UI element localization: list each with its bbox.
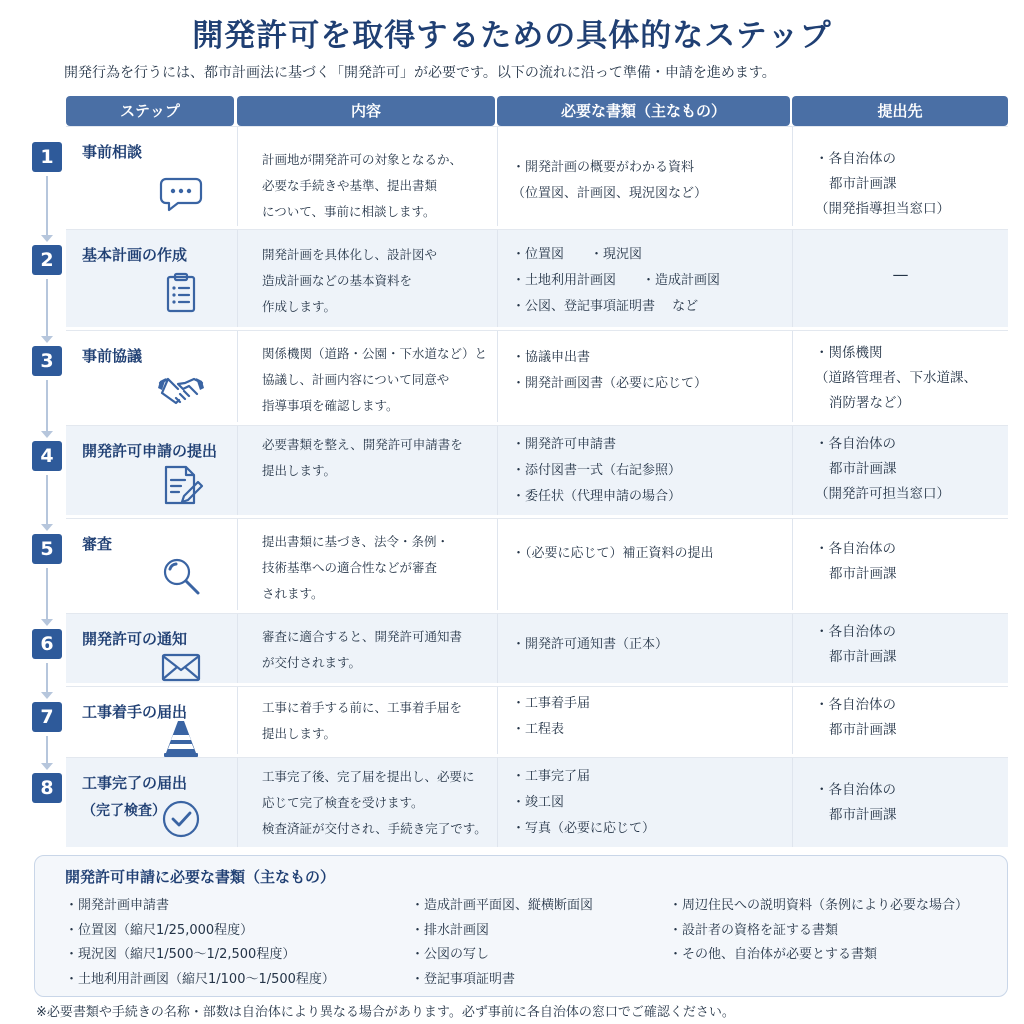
docs-column-3 <box>669 894 968 968</box>
destination-text: ・各自治体の 都市計画課 <box>815 624 897 665</box>
step-name: 事前協議 <box>82 347 143 365</box>
step-name: 審査 <box>82 535 113 553</box>
check-circle-icon <box>158 796 204 842</box>
destination-text: ・各自治体の 都市計画課 （開発許可担当窓口） <box>815 436 950 502</box>
step-name: 開発許可の通知 <box>82 630 188 648</box>
list-item: ・現況図（縮尺1/500〜1/2,500程度） <box>65 947 296 962</box>
step-description: 必要書類を整え、開発許可申請書を 提出します。 <box>262 437 463 478</box>
step-number: 5 <box>32 534 62 564</box>
list-item: ・工程表 <box>512 722 565 737</box>
flow-arrow-head <box>41 763 53 770</box>
required-documents-box <box>34 855 1008 997</box>
docs-column-2 <box>411 894 593 992</box>
list-item: ・その他、自治体が必要とする書類 <box>669 947 878 962</box>
step-description: 関係機関（道路・公園・下水道など）と 協議し、計画内容について同意や 指導事項を確認します。 <box>262 346 488 413</box>
flow-arrow-head <box>41 692 53 699</box>
flow-arrow-line <box>46 380 48 433</box>
flow-arrow-head <box>41 619 53 626</box>
documents-cell <box>497 614 790 683</box>
page-title: 開発許可を取得するための具体的なステップ <box>192 18 832 54</box>
documents-cell <box>497 331 790 422</box>
list-item: ・造成計画平面図、縦横断面図 <box>411 898 594 913</box>
destination-cell <box>792 230 1008 327</box>
content-cell <box>237 687 495 754</box>
content-cell <box>237 331 495 422</box>
destination-text: ・関係機関 （道路管理者、下水道課、 消防署など） <box>815 345 977 411</box>
step-description: 提出書類に基づき、法令・条例・ 技術基準への適合性などが審査 されます。 <box>262 534 450 601</box>
docs-column-1 <box>65 894 335 992</box>
envelope-icon <box>158 644 204 690</box>
step-row <box>66 229 1008 327</box>
destination-cell <box>792 331 1008 422</box>
step-row <box>66 126 1008 226</box>
header-step: ステップ <box>66 96 234 126</box>
chat-bubble-icon <box>158 169 204 215</box>
step-cell <box>66 687 234 754</box>
footnote: ※必要書類や手続きの名称・部数は自治体により異なる場合があります。必ず事前に各自治体の窓口でご確認ください。 <box>36 1005 735 1020</box>
list-item: ・公図の写し <box>411 947 490 962</box>
destination-cell <box>792 687 1008 754</box>
list-item: ・委任状（代理申請の場合） <box>512 489 682 504</box>
header-destination: 提出先 <box>792 96 1008 126</box>
destination-cell <box>792 614 1008 683</box>
destination-text: ・各自治体の 都市計画課 <box>815 782 897 823</box>
step-cell <box>66 519 234 610</box>
documents-list <box>512 242 784 320</box>
flow-arrow-head <box>41 431 53 438</box>
step-description: 工事に着手する前に、工事着手届を 提出します。 <box>262 700 463 741</box>
step-cell <box>66 426 234 515</box>
documents-list <box>512 155 784 207</box>
step-name: 工事完了の届出 <box>82 774 188 792</box>
step-row <box>66 686 1008 754</box>
documents-cell <box>497 758 790 847</box>
documents-list <box>512 541 784 567</box>
flow-arrow-line <box>46 663 48 694</box>
documents-cell <box>497 426 790 515</box>
step-number: 3 <box>32 346 62 376</box>
list-item: （位置図、計画図、現況図など） <box>512 186 708 201</box>
handshake-icon <box>158 365 204 411</box>
list-item: ・協議申出書 <box>512 350 591 365</box>
content-cell <box>237 758 495 847</box>
list-item: ・土地利用計画図 ・造成計画図 <box>512 273 721 288</box>
clipboard-icon <box>158 270 204 316</box>
intro-text: 開発行為を行うには、都市計画法に基づく「開発許可」が必要です。以下の流れに沿って準備・申請を進めます。 <box>64 65 776 81</box>
step-row <box>66 518 1008 610</box>
no-destination: — <box>892 265 909 284</box>
step-name: 開発許可申請の提出 <box>82 442 218 460</box>
step-number: 2 <box>32 245 62 275</box>
step-cell <box>66 331 234 422</box>
flow-arrow-line <box>46 736 48 765</box>
step-number: 4 <box>32 441 62 471</box>
list-item: ・周辺住民への説明資料（条例により必要な場合） <box>669 898 969 913</box>
destination-text: ・各自治体の 都市計画課 <box>815 541 897 582</box>
documents-list <box>512 432 784 510</box>
list-item: ・位置図 ・現況図 <box>512 247 643 262</box>
documents-list <box>512 632 784 658</box>
step-description: 計画地が開発許可の対象となるか、 必要な手続きや基準、提出書類 について、事前に相談します。 <box>262 152 463 219</box>
list-item: ・設計者の資格を証する書類 <box>669 922 839 938</box>
documents-list <box>512 764 784 842</box>
step-cell <box>66 758 234 847</box>
flow-arrow-head <box>41 336 53 343</box>
step-row <box>66 425 1008 515</box>
destination-text: ・各自治体の 都市計画課 （開発指導担当窓口） <box>815 151 950 217</box>
flow-arrow-head <box>41 235 53 242</box>
step-cell <box>66 230 234 327</box>
step-name: 基本計画の作成 <box>82 246 188 264</box>
destination-cell <box>792 519 1008 610</box>
step-subtitle: （完了検査） <box>82 803 166 819</box>
step-name: 工事着手の届出 <box>82 703 188 721</box>
step-row <box>66 330 1008 422</box>
docs-box-title: 開発許可申請に必要な書類（主なもの） <box>65 868 336 886</box>
step-row <box>66 613 1008 683</box>
list-item: ・公図、登記事項証明書 など <box>512 299 699 314</box>
flow-arrow-line <box>46 475 48 526</box>
documents-cell <box>497 687 790 754</box>
step-name: 事前相談 <box>82 143 143 161</box>
list-item: ・工事着手届 <box>512 696 591 711</box>
content-cell <box>237 230 495 327</box>
list-item: ・開発計画申請書 <box>65 898 170 913</box>
step-number: 6 <box>32 629 62 659</box>
document-pen-icon <box>158 462 204 508</box>
flow-arrow-line <box>46 176 48 237</box>
traffic-cone-icon <box>158 715 204 761</box>
documents-cell <box>497 127 790 226</box>
destination-cell <box>792 127 1008 226</box>
flow-arrow-line <box>46 568 48 621</box>
documents-list <box>512 691 784 743</box>
list-item: ・土地利用計画図（縮尺1/100〜1/500程度） <box>65 971 335 987</box>
list-item: ・添付図書一式（右記参照） <box>512 463 682 478</box>
content-cell <box>237 614 495 683</box>
list-item: ・（必要に応じて）補正資料の提出 <box>512 546 714 561</box>
flow-arrow-head <box>41 524 53 531</box>
list-item: ・写真（必要に応じて） <box>512 821 656 836</box>
list-item: ・開発許可通知書（正本） <box>512 637 669 652</box>
step-number: 1 <box>32 142 62 172</box>
step-number: 7 <box>32 702 62 732</box>
list-item: ・排水計画図 <box>411 922 490 938</box>
list-item: ・登記事項証明書 <box>411 971 516 987</box>
content-cell <box>237 127 495 226</box>
documents-list <box>512 345 784 397</box>
destination-cell <box>792 426 1008 515</box>
step-description: 審査に適合すると、開発許可通知書 が交付されます。 <box>262 629 463 670</box>
content-cell <box>237 519 495 610</box>
step-number: 8 <box>32 773 62 803</box>
list-item: ・開発計画の概要がわかる資料 <box>512 160 695 175</box>
magnifier-icon <box>158 553 204 599</box>
step-description: 工事完了後、完了届を提出し、必要に 応じて完了検査を受けます。 検査済証が交付され、手続き完了です。 <box>262 769 487 836</box>
step-row <box>66 757 1008 847</box>
step-cell <box>66 127 234 226</box>
destination-cell <box>792 758 1008 847</box>
header-documents: 必要な書類（主なもの） <box>497 96 790 126</box>
list-item: ・竣工図 <box>512 795 565 810</box>
header-content: 内容 <box>237 96 495 126</box>
step-cell <box>66 614 234 683</box>
content-cell <box>237 426 495 515</box>
list-item: ・開発許可申請書 <box>512 437 617 452</box>
documents-cell <box>497 519 790 610</box>
list-item: ・位置図（縮尺1/25,000程度） <box>65 922 254 938</box>
list-item: ・工事完了届 <box>512 769 591 784</box>
step-description: 開発計画を具体化し、設計図や 造成計画などの基本資料を 作成します。 <box>262 247 438 314</box>
flow-arrow-line <box>46 279 48 338</box>
documents-cell <box>497 230 790 327</box>
list-item: ・開発計画図書（必要に応じて） <box>512 376 708 391</box>
destination-text: ・各自治体の 都市計画課 <box>815 697 897 738</box>
